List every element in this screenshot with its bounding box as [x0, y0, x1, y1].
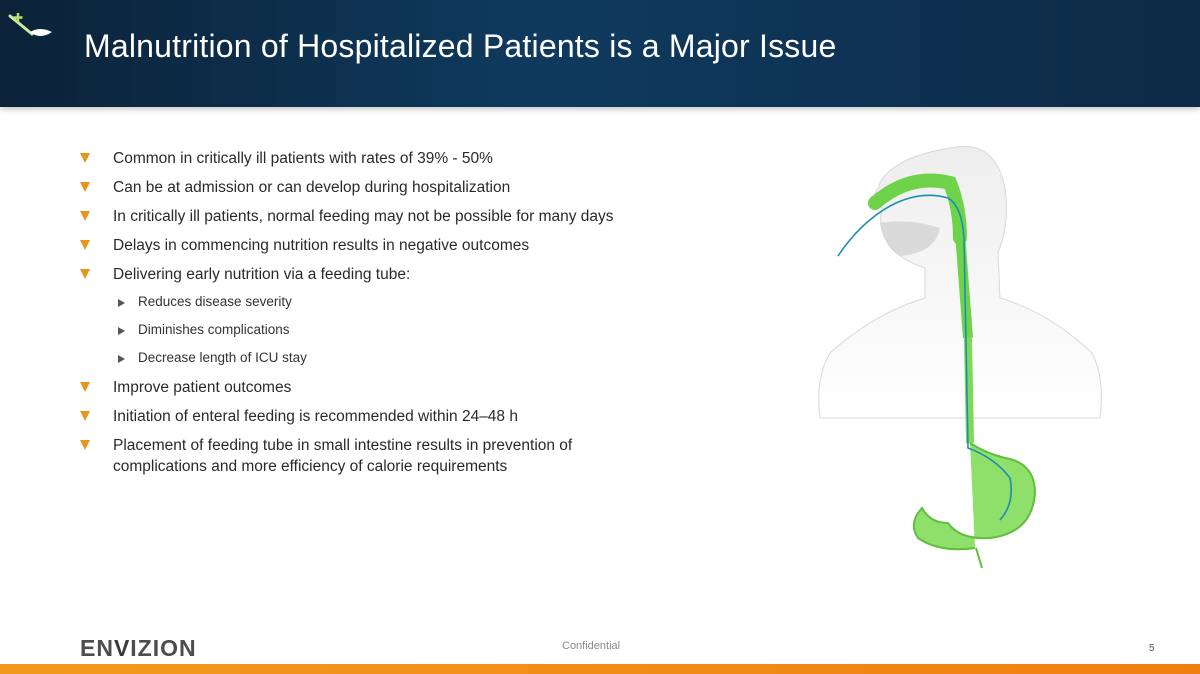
- bullet-item: [80, 435, 660, 477]
- bullet-marker-icon: [80, 211, 90, 221]
- bullet-item: [80, 264, 660, 285]
- bullet-text: Improve patient outcomes: [113, 379, 292, 396]
- bullet-text: Can be at admission or can develop during hospitalization: [113, 179, 511, 196]
- confidential-label: Confidential: [562, 640, 621, 652]
- subbullet-item: [80, 293, 660, 311]
- arrow-marker-icon: [118, 299, 125, 307]
- bullet-marker-icon: [80, 269, 90, 279]
- arrow-marker-icon: [118, 355, 125, 363]
- slide-title: Malnutrition of Hospitalized Patients is a Major Issue: [84, 28, 837, 64]
- company-logo: [80, 635, 197, 662]
- logo-text-v: V: [113, 635, 131, 661]
- bullet-item: [80, 235, 660, 256]
- logo-mark-icon: [6, 10, 66, 50]
- bullet-item: [80, 377, 660, 398]
- logo-text-left: EN: [80, 635, 114, 661]
- bullet-marker-icon: [80, 153, 90, 163]
- bullet-marker-icon: [80, 440, 90, 450]
- bullet-marker-icon: [80, 182, 90, 192]
- bullet-text: Common in critically ill patients with rates of 39% - 50%: [113, 150, 493, 167]
- bullet-marker-icon: [80, 240, 90, 250]
- bullet-item: [80, 206, 660, 227]
- bullet-text: In critically ill patients, normal feeding may not be possible for many days: [113, 208, 614, 225]
- bullet-text: Placement of feeding tube in small intestine results in prevention of complications and more efficiency of calorie requirements: [113, 437, 573, 475]
- bullet-text: Initiation of enteral feeding is recommended within 24–48 h: [113, 408, 518, 425]
- subbullet-text: Reduces disease severity: [138, 294, 292, 309]
- bullet-item: [80, 406, 660, 427]
- feeding-tube-anatomy-illustration: [800, 128, 1120, 578]
- arrow-marker-icon: [118, 327, 125, 335]
- bullet-marker-icon: [80, 411, 90, 421]
- bullet-text: Delivering early nutrition via a feeding tube:: [113, 266, 411, 283]
- subbullet-item: [80, 349, 660, 367]
- subbullet-text: Diminishes complications: [138, 322, 290, 337]
- bullet-text: Delays in commencing nutrition results in negative outcomes: [113, 237, 530, 254]
- bullet-marker-icon: [80, 382, 90, 392]
- bullet-item: [80, 148, 660, 169]
- slide-header: [0, 0, 1200, 107]
- subbullet-list: [80, 293, 660, 367]
- logo-text-right: IZION: [130, 635, 197, 661]
- subbullet-text: Decrease length of ICU stay: [138, 350, 307, 365]
- bullet-item: [80, 177, 660, 198]
- page-number: 5: [1149, 643, 1155, 654]
- bottom-accent-bar: [0, 664, 1200, 674]
- subbullet-item: [80, 321, 660, 339]
- subbullet-group: [80, 293, 660, 367]
- bullet-list: [80, 148, 660, 485]
